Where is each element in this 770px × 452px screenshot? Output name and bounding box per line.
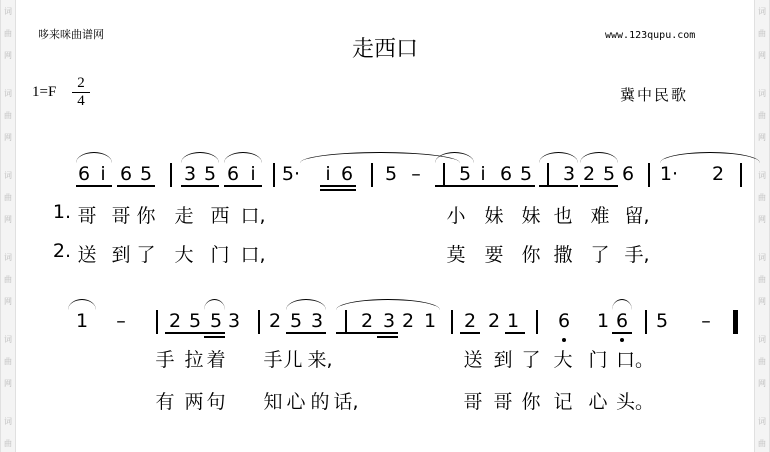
lyric-char: 了 xyxy=(521,349,541,371)
beam-underline xyxy=(320,189,356,191)
watermark-char: 网 xyxy=(758,133,766,142)
watermark-char: 词 xyxy=(4,7,12,16)
watermark-char: 网 xyxy=(4,379,12,388)
site-url: www.123qupu.com xyxy=(605,30,696,41)
lyric-char: 到 xyxy=(493,349,513,371)
lyric-char: 妹 xyxy=(521,205,541,227)
barline xyxy=(740,163,742,187)
lyric-char: 手 xyxy=(263,349,283,371)
beam-underline xyxy=(165,332,225,334)
note: i xyxy=(100,163,106,185)
watermark-char: 网 xyxy=(4,297,12,306)
watermark-char: 词 xyxy=(4,335,12,344)
note: i xyxy=(325,163,331,185)
note: 5 xyxy=(602,163,616,185)
watermark-char: 曲 xyxy=(758,439,766,448)
note: 5 xyxy=(209,310,223,332)
watermark-char: 词 xyxy=(758,7,766,16)
lyric-char: 你 xyxy=(521,244,541,266)
dash-sustain: – xyxy=(411,163,421,185)
note: 1 xyxy=(506,310,520,332)
notation-line-2 xyxy=(0,308,770,348)
lyric-char: 哥 xyxy=(77,205,97,227)
note: 5 xyxy=(139,163,153,185)
time-signature xyxy=(72,75,90,110)
watermark-char: 曲 xyxy=(758,111,766,120)
lyric-char: 的 xyxy=(310,391,330,413)
lyric-char: 也 xyxy=(553,205,573,227)
watermark-char: 曲 xyxy=(758,357,766,366)
beam-underline xyxy=(224,185,262,187)
beam-underline xyxy=(435,185,474,187)
lyric-char: 口。 xyxy=(615,349,655,371)
lyric-char: 记 xyxy=(553,391,573,413)
watermark-char: 词 xyxy=(758,335,766,344)
beam-underline xyxy=(286,332,326,334)
lyric-char: 大 xyxy=(174,244,194,266)
lyric-char: 儿 xyxy=(283,349,303,371)
lyric-char: 了 xyxy=(136,244,156,266)
watermark-char: 曲 xyxy=(4,275,12,284)
barline xyxy=(345,310,347,334)
notation-line-1 xyxy=(0,161,770,201)
watermark-char: 词 xyxy=(758,253,766,262)
lyric-char: 来, xyxy=(307,349,333,371)
note: 6 xyxy=(499,163,513,185)
lyrics-verse1-line1 xyxy=(0,201,770,227)
watermark-char: 曲 xyxy=(758,29,766,38)
watermark-char: 曲 xyxy=(4,29,12,38)
watermark-char: 曲 xyxy=(758,193,766,202)
site-name: 哆来咪曲谱网 xyxy=(38,28,104,41)
watermark-char: 词 xyxy=(4,253,12,262)
slur-arc xyxy=(286,299,326,310)
key-signature: 1=F xyxy=(32,84,57,100)
lyric-char: 有 xyxy=(155,391,175,413)
watermark-char: 网 xyxy=(758,215,766,224)
lyric-char: 难 xyxy=(590,205,610,227)
note: 6 xyxy=(340,163,354,185)
note: 3 xyxy=(227,310,241,332)
lyric-char: 妹 xyxy=(484,205,504,227)
beam-underline xyxy=(474,185,535,187)
beam-underline xyxy=(505,332,525,334)
lyric-char: 拉 xyxy=(184,349,204,371)
lyric-char: 撒 xyxy=(553,244,573,266)
slur-arc xyxy=(580,152,618,163)
watermark-char: 曲 xyxy=(4,193,12,202)
lyric-char: 心 xyxy=(588,391,608,413)
dash-sustain: – xyxy=(701,310,711,332)
note: 5· xyxy=(281,163,301,185)
slur-arc xyxy=(336,299,440,310)
lyric-char: 门 xyxy=(588,349,608,371)
watermark-char: 词 xyxy=(4,417,12,426)
note: 1· xyxy=(659,163,679,185)
slur-arc xyxy=(204,299,225,310)
note: 6 xyxy=(621,163,635,185)
note: 3 xyxy=(183,163,197,185)
low-octave-dot xyxy=(620,338,624,342)
note: 3 xyxy=(310,310,324,332)
final-barline xyxy=(733,310,738,334)
lyric-char: 了 xyxy=(590,244,610,266)
note: 6 xyxy=(119,163,133,185)
lyric-char: 着 xyxy=(206,349,226,371)
note: 5 xyxy=(655,310,669,332)
lyric-char: 走 xyxy=(174,205,194,227)
note: i xyxy=(250,163,256,185)
lyric-char: 1. xyxy=(52,201,72,223)
slur-arc xyxy=(539,152,578,163)
lyric-char: 大 xyxy=(553,349,573,371)
note: 3 xyxy=(562,163,576,185)
note: 5 xyxy=(203,163,217,185)
low-octave-dot xyxy=(562,338,566,342)
lyric-char: 手, xyxy=(624,244,650,266)
barline xyxy=(547,163,549,187)
lyric-char: 哥 xyxy=(463,391,483,413)
barline xyxy=(451,310,453,334)
slur-arc xyxy=(435,152,474,163)
watermark-char: 词 xyxy=(4,89,12,98)
slur-arc xyxy=(76,152,112,163)
note: 2 xyxy=(711,163,725,185)
note: 3 xyxy=(382,310,396,332)
note: 6 xyxy=(557,310,571,332)
note: 6 xyxy=(226,163,240,185)
barline xyxy=(258,310,260,334)
note: 5 xyxy=(188,310,202,332)
lyric-char: 送 xyxy=(463,349,483,371)
watermark-char: 网 xyxy=(4,133,12,142)
beam-underline xyxy=(117,185,155,187)
beam-underline xyxy=(204,336,225,338)
note: 2 xyxy=(360,310,374,332)
lyric-char: 哥 xyxy=(111,205,131,227)
note: 2 xyxy=(582,163,596,185)
lyric-char: 手 xyxy=(155,349,175,371)
watermark-char: 词 xyxy=(758,89,766,98)
beam-underline xyxy=(580,185,618,187)
watermark-char: 曲 xyxy=(4,357,12,366)
lyric-char: 到 xyxy=(111,244,131,266)
note: 1 xyxy=(596,310,610,332)
watermark-char: 曲 xyxy=(4,111,12,120)
note: 6 xyxy=(77,163,91,185)
lyric-char: 小 xyxy=(446,205,466,227)
beam-underline xyxy=(181,185,219,187)
lyrics-verse2-line2 xyxy=(0,387,770,413)
note: 5 xyxy=(384,163,398,185)
note: 5 xyxy=(519,163,533,185)
lyric-char: 头。 xyxy=(615,391,655,413)
note: 1 xyxy=(75,310,89,332)
beam-underline xyxy=(377,336,398,338)
lyric-char: 西 xyxy=(210,205,230,227)
lyric-char: 哥 xyxy=(493,391,513,413)
dash-sustain: – xyxy=(116,310,126,332)
song-origin: 冀中民歌 xyxy=(620,86,689,104)
lyrics-verse2-line1 xyxy=(0,240,770,266)
slur-arc xyxy=(224,152,262,163)
lyric-char: 心 xyxy=(286,391,306,413)
watermark-char: 曲 xyxy=(4,439,12,448)
slur-arc xyxy=(68,299,96,310)
lyric-char: 2. xyxy=(52,240,72,262)
barline xyxy=(156,310,158,334)
beam-underline xyxy=(460,332,480,334)
barline xyxy=(645,310,647,334)
watermark-char: 词 xyxy=(758,171,766,180)
watermark-char: 网 xyxy=(4,51,12,60)
note: 2 xyxy=(401,310,415,332)
barline xyxy=(170,163,172,187)
lyric-char: 莫 xyxy=(446,244,466,266)
note: 2 xyxy=(268,310,282,332)
beam-underline xyxy=(336,332,398,334)
lyric-char: 句 xyxy=(206,391,226,413)
note: 2 xyxy=(168,310,182,332)
barline xyxy=(273,163,275,187)
watermark-char: 网 xyxy=(4,215,12,224)
lyric-char: 要 xyxy=(484,244,504,266)
lyric-char: 门 xyxy=(210,244,230,266)
note: 6 xyxy=(615,310,629,332)
watermark-char: 网 xyxy=(758,379,766,388)
lyric-char: 知 xyxy=(263,391,283,413)
watermark-char: 网 xyxy=(758,51,766,60)
lyrics-verse1-line2 xyxy=(0,345,770,371)
beam-underline xyxy=(320,185,356,187)
beam-underline xyxy=(539,185,578,187)
note: 1 xyxy=(423,310,437,332)
lyric-char: 话, xyxy=(333,391,359,413)
barline xyxy=(536,310,538,334)
beam-underline xyxy=(612,332,632,334)
lyric-char: 送 xyxy=(77,244,97,266)
watermark-char: 词 xyxy=(758,417,766,426)
slur-arc xyxy=(181,152,219,163)
note: 5 xyxy=(289,310,303,332)
lyric-char: 你 xyxy=(136,205,156,227)
barline xyxy=(443,163,445,187)
time-signature-bottom: 4 xyxy=(77,93,85,109)
lyric-char: 留, xyxy=(624,205,650,227)
beam-underline xyxy=(76,185,112,187)
note: 5 xyxy=(458,163,472,185)
barline xyxy=(648,163,650,187)
slur-arc xyxy=(660,152,760,163)
barline xyxy=(371,163,373,187)
watermark-char: 词 xyxy=(4,171,12,180)
note: 2 xyxy=(487,310,501,332)
song-title: 走西口 xyxy=(351,37,418,62)
time-signature-top: 2 xyxy=(72,75,90,93)
slur-arc xyxy=(612,299,632,310)
lyric-char: 两 xyxy=(184,391,204,413)
lyric-char: 你 xyxy=(521,391,541,413)
lyric-char: 口, xyxy=(240,205,266,227)
note: i xyxy=(480,163,486,185)
lyric-char: 口, xyxy=(240,244,266,266)
watermark-char: 网 xyxy=(758,297,766,306)
note: 2 xyxy=(463,310,477,332)
watermark-char: 曲 xyxy=(758,275,766,284)
